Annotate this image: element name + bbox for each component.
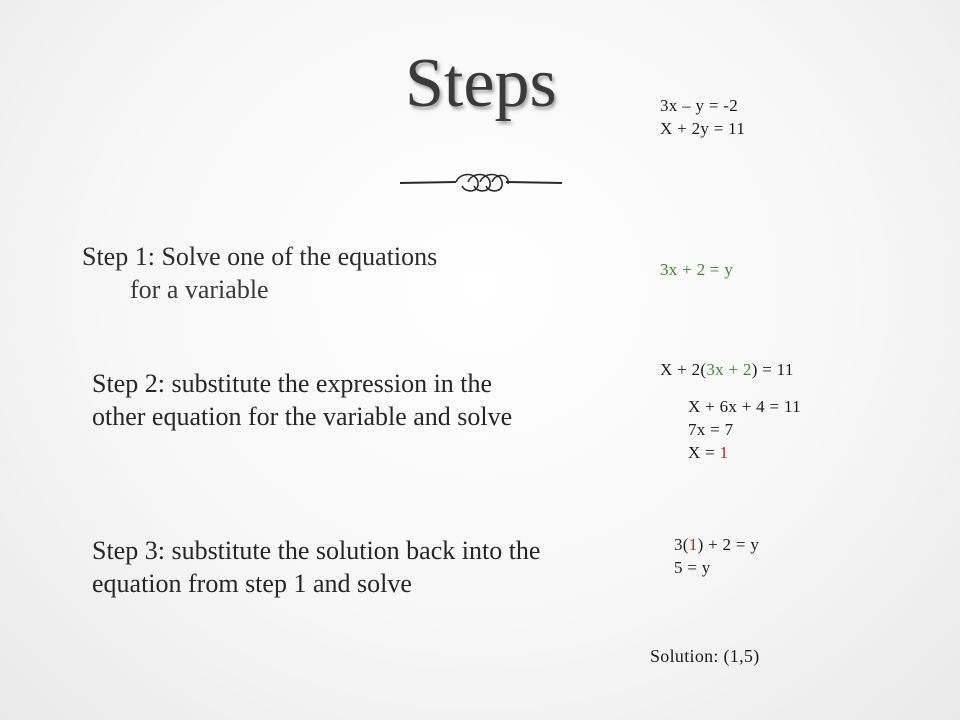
solved-for-y-equation: 3x + 2 = y [660,260,734,279]
x-result [688,441,801,464]
back-substitution [674,533,759,579]
substitution-equation [660,358,794,381]
step-1-line-1: Step 1: Solve one of the equations [82,242,438,271]
substitution-prefix: X + 2( [660,360,707,379]
work-line-1: X + 6x + 4 = 11 [688,397,801,416]
slide-title: Steps [405,45,557,122]
substitution-suffix: ) = 11 [751,360,794,379]
title-flourish-ornament [396,168,566,198]
back-sub-value: 1 [688,535,698,554]
original-system [660,94,745,140]
step-2-text: Step 2: substitute the expression in the other equation for the variable and solve [92,369,513,431]
x-value: 1 [719,443,729,462]
substituted-expression: 3x + 2 [706,360,752,379]
original-equation-2: X + 2y = 11 [660,119,746,138]
step-1-line-2: for a variable [130,275,269,304]
solving-work [688,395,801,464]
step-3-text: Step 3: substitute the solution back into the equation from step 1 and solve [92,536,541,598]
final-solution: Solution: (1,5) [650,646,760,666]
back-sub-suffix: ) + 2 = y [697,535,760,554]
step-1-text [82,240,572,306]
back-substitution-equation [674,533,759,556]
original-equation-1: 3x – y = -2 [660,96,739,115]
x-result-prefix: X = [688,443,720,462]
back-sub-prefix: 3( [674,535,689,554]
work-line-2: 7x = 7 [688,420,734,439]
y-result: 5 = y [674,558,711,577]
